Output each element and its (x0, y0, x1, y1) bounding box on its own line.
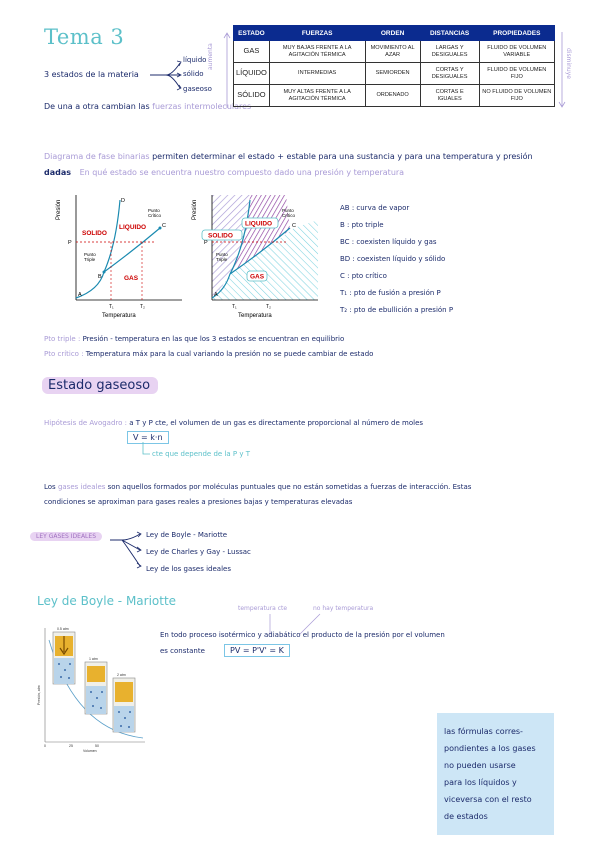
note-line: de estados (444, 812, 488, 821)
svg-text:Triple: Triple (84, 257, 96, 262)
law-item: Ley de los gases ideales (146, 565, 231, 573)
phase-legend (340, 200, 453, 319)
avogadro-note: cte que depende de la P y T (152, 450, 250, 458)
label-B: B (98, 274, 102, 280)
axis-x-label: Temperatura (102, 313, 136, 319)
note-line: viceversa con el resto (444, 795, 532, 804)
legend-item: B : pto triple (340, 221, 384, 229)
header-order: ORDEN (365, 26, 420, 41)
axis-y-label: Presión (56, 199, 62, 220)
label-C: C (162, 223, 166, 229)
state-liquid: líquido (183, 56, 207, 64)
svg-text:Crítico: Crítico (148, 213, 162, 218)
states-table (233, 25, 555, 107)
table-header-row (234, 26, 555, 41)
note-line: no pueden usarse (444, 761, 516, 770)
svg-text:Triple: Triple (216, 257, 228, 262)
states-brace-arrows (148, 55, 184, 95)
fig-x-tick: 25 (69, 744, 73, 748)
table-cell: MUY BAJAS FRENTE A LA AGITACIÓN TÉRMICA (269, 41, 365, 63)
header-state: ESTADO (234, 26, 270, 41)
change-text: De una a otra cambian las fuerzas intermoleculares (44, 102, 252, 111)
label-liquid-2: LIQUIDO (245, 220, 273, 228)
weight-label-1: 0.5 atm (57, 627, 69, 631)
label-solid-2: SOLIDO (208, 232, 233, 240)
label-liquid: LIQUIDO (119, 224, 147, 231)
boyle-heading: Ley de Boyle - Mariotte (37, 594, 177, 608)
def-triple: Pto triple : Presión - temperatura en las que los 3 estados se encuentran en equilibrio (44, 335, 345, 343)
header-properties: PROPIEDADES (479, 26, 554, 41)
phase-diagram-clean (54, 190, 184, 320)
note-text (444, 723, 536, 825)
page-title: Tema 3 (44, 25, 125, 49)
boyle-text2: es constante (160, 647, 205, 655)
svg-text:Crítico: Crítico (282, 213, 296, 218)
table-cell: GAS (234, 41, 270, 63)
table-cell: MOVIMIENTO AL AZAR (365, 41, 420, 63)
table-row (234, 63, 555, 85)
label-P: P (68, 240, 72, 246)
ideal-gas-line2: condiciones se aproximan para gases reales a presiones bajas y temperaturas elevadas (44, 498, 353, 506)
table-side-right: disminuye (565, 48, 572, 79)
boyle-formula: PV = P'V' = K (224, 644, 290, 657)
label-T2: T₂ (140, 304, 145, 310)
ideal-gas-line1: Los gases ideales son aquellos formados por moléculas puntuales que no están sometidas a fuerzas de interacción. Estas (44, 483, 472, 491)
header-forces: FUERZAS (269, 26, 365, 41)
table-cell: CORTAS Y DESIGUALES (420, 63, 479, 85)
laws-tag: LEY GASES IDEALES (30, 532, 102, 541)
note-line: las fórmulas corres- (444, 727, 523, 736)
side-arrow-left (222, 30, 232, 110)
table-cell: LARGAS Y DESIGUALES (420, 41, 479, 63)
table-cell: SÓLIDO (234, 85, 270, 107)
law-item: Ley de Charles y Gay - Lussac (146, 548, 251, 556)
avogadro-note-arrow (140, 440, 152, 460)
weight-label-2: 1 atm (89, 657, 98, 661)
fig-x-label: Volumen (83, 749, 97, 753)
legend-item: T₂ : pto de ebullición a presión P (340, 306, 454, 314)
table-cell: NO FLUIDO DE VOLUMEN FIJO (479, 85, 554, 107)
svg-text:Punto: Punto (282, 208, 294, 213)
legend-item: T₁ : pto de fusión a presión P (340, 289, 441, 297)
phase-intro-line2: dadas En qué estado se encuentra nuestro compuesto dado una presión y temperatura (44, 168, 405, 177)
def-critical: Pto crítico : Temperatura máx para la cual variando la presión no se puede cambiar de estado (44, 350, 374, 358)
table-cell: CORTAS E IGUALES (420, 85, 479, 107)
state-gas: gaseoso (183, 85, 212, 93)
avogadro-formula: V = k·n (127, 431, 169, 444)
svg-text:C: C (292, 223, 296, 229)
phase-diagram-annotated (190, 190, 320, 320)
fig-x-tick: 50 (95, 744, 99, 748)
svg-text:A: A (214, 292, 218, 298)
table-cell: INTERMEDIAS (269, 63, 365, 85)
fig-y-label: Presión, atm (37, 685, 41, 705)
law-item: Ley de Boyle - Mariotte (146, 531, 228, 539)
label-gas-2: GAS (250, 273, 265, 281)
table-cell: SEMIORDEN (365, 63, 420, 85)
legend-item: AB : curva de vapor (340, 204, 410, 212)
legend-item: C : pto crítico (340, 272, 387, 280)
table-row (234, 85, 555, 107)
label-D: D (121, 198, 125, 204)
svg-text:Punto: Punto (216, 252, 228, 257)
table-cell: FLUIDO DE VOLUMEN FIJO (479, 63, 554, 85)
label-triple: Punto (84, 252, 96, 257)
fig-x-tick: 0 (44, 744, 46, 748)
table-cell: LÍQUIDO (234, 63, 270, 85)
note-line: para los líquidos y (444, 778, 517, 787)
header-distances: DISTANCIAS (420, 26, 479, 41)
laws-arrows (108, 528, 144, 572)
label-critical: Punto (148, 208, 160, 213)
table-cell: ORDENADO (365, 85, 420, 107)
svg-text:T₁: T₁ (232, 304, 237, 310)
label-T1: T₁ (109, 304, 114, 310)
boyle-note-heat: no hay temperatura (313, 605, 374, 612)
table-cell: MUY ALTAS FRENTE A LA AGITACIÓN TÉRMICA (269, 85, 365, 107)
state-solid: sólido (183, 70, 204, 78)
phase-intro-line1: Diagrama de fase binarias permiten determinar el estado + estable para una sustancia y para una temperatura y presión (44, 152, 533, 161)
table-row (234, 41, 555, 63)
weight-label-3: 2 atm (117, 673, 126, 677)
legend-item: BC : coexisten líquido y gas (340, 238, 437, 246)
table-cell: FLUIDO DE VOLUMEN VARIABLE (479, 41, 554, 63)
boyle-text1: En todo proceso isotérmico y adiabático el producto de la presión por el volumen (160, 631, 445, 639)
states-intro: 3 estados de la materia (44, 70, 139, 79)
legend-item: BD : coexisten líquido y sólido (340, 255, 446, 263)
boyle-note-temp: temperatura cte (238, 605, 288, 612)
avogadro-line: Hipótesis de Avogadro : a T y P cte, el volumen de un gas es directamente proporcional al número de moles (44, 419, 424, 427)
boyle-figure (35, 620, 150, 755)
label-solid: SOLIDO (82, 230, 107, 237)
svg-text:T₂: T₂ (266, 304, 271, 310)
svg-text:P: P (204, 240, 208, 246)
label-gas: GAS (124, 275, 139, 282)
label-A: A (78, 292, 82, 298)
axis-x-label-2: Temperatura (238, 313, 272, 319)
table-side-left: aumenta (207, 43, 214, 70)
gas-section-heading: Estado gaseoso (42, 377, 158, 394)
axis-y-label-2: Presión (192, 199, 198, 220)
note-line: pondientes a los gases (444, 744, 536, 753)
